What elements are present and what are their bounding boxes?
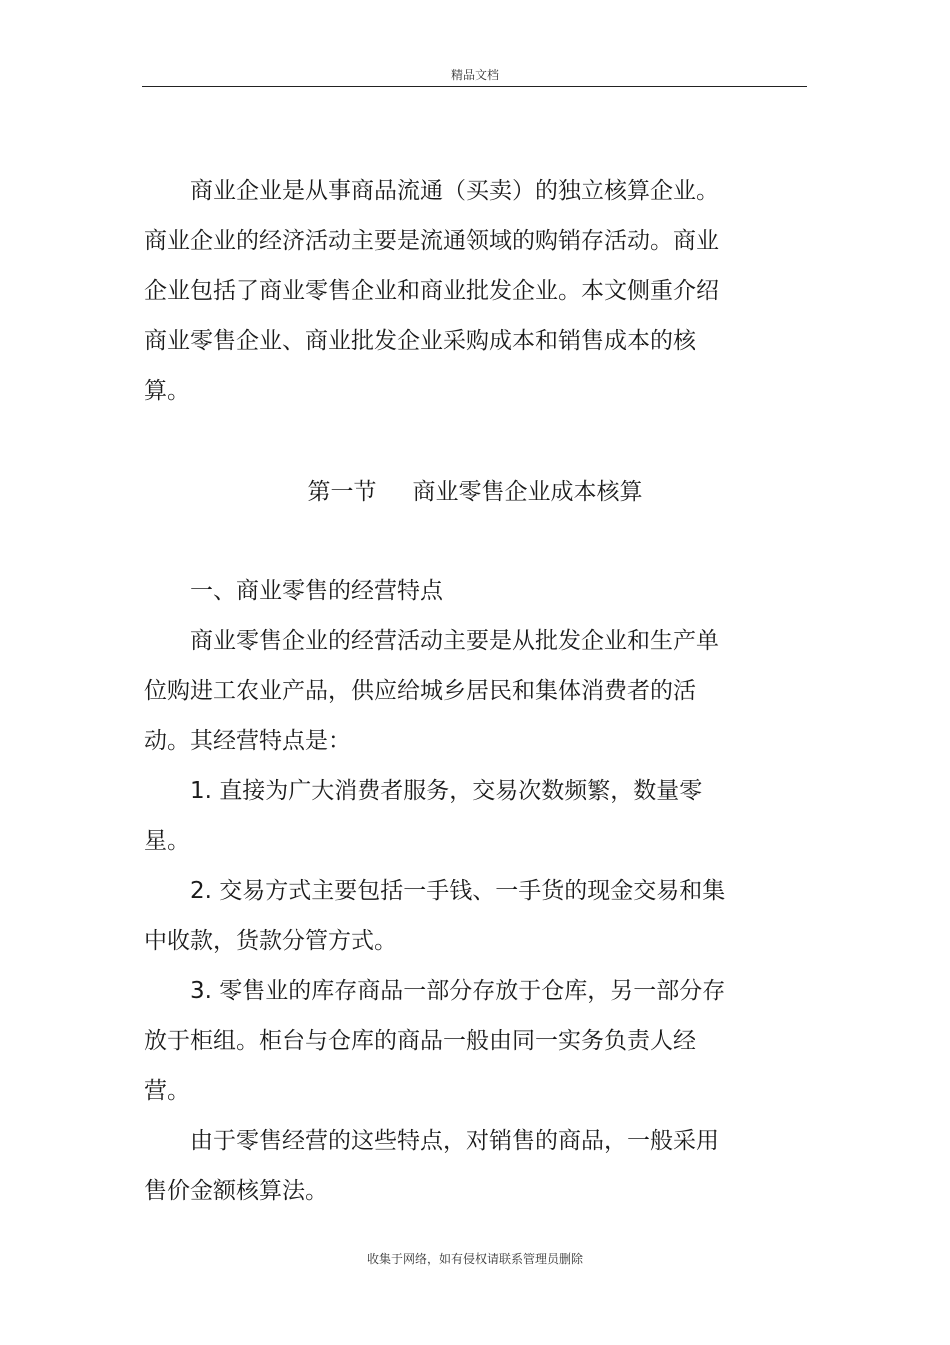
list-item-2: 2. 交易方式主要包括一手钱、一手货的现金交易和集中收款，货款分管方式。 xyxy=(144,878,726,954)
section-title: 商业零售企业成本核算 xyxy=(412,479,643,505)
subheading: 一、商业零售的经营特点 xyxy=(190,578,443,604)
paragraph-conclusion: 由于零售经营的这些特点，对销售的商品，一般采用售价金额核算法。 xyxy=(144,1128,719,1204)
list-item-1: 1. 直接为广大消费者服务，交易次数频繁，数量零星。 xyxy=(144,778,703,854)
page-footer: 收集于网络，如有侵权请联系管理员删除 xyxy=(366,1252,583,1266)
section-number: 第一节 xyxy=(307,479,377,505)
paragraph-operations: 商业零售企业的经营活动主要是从批发企业和生产单位购进工农业产品，供应给城乡居民和集体消费者的活动。其经营特点是： xyxy=(144,628,719,754)
section-heading xyxy=(0,470,950,514)
page-header: 精品文档 xyxy=(450,68,499,82)
intro-paragraph: 商业企业是从事商品流通（买卖）的独立核算企业。商业企业的经济活动主要是流通领域的购销存活动。商业企业包括了商业零售企业和商业批发企业。本文侧重介绍商业零售企业、商业批发企业采购成本和销售成本的核算。 xyxy=(144,178,719,404)
header-divider xyxy=(142,86,807,87)
list-item-3: 3. 零售业的库存商品一部分存放于仓库，另一部分存放于柜组。柜台与仓库的商品一般由同一实务负责人经营。 xyxy=(144,978,726,1104)
